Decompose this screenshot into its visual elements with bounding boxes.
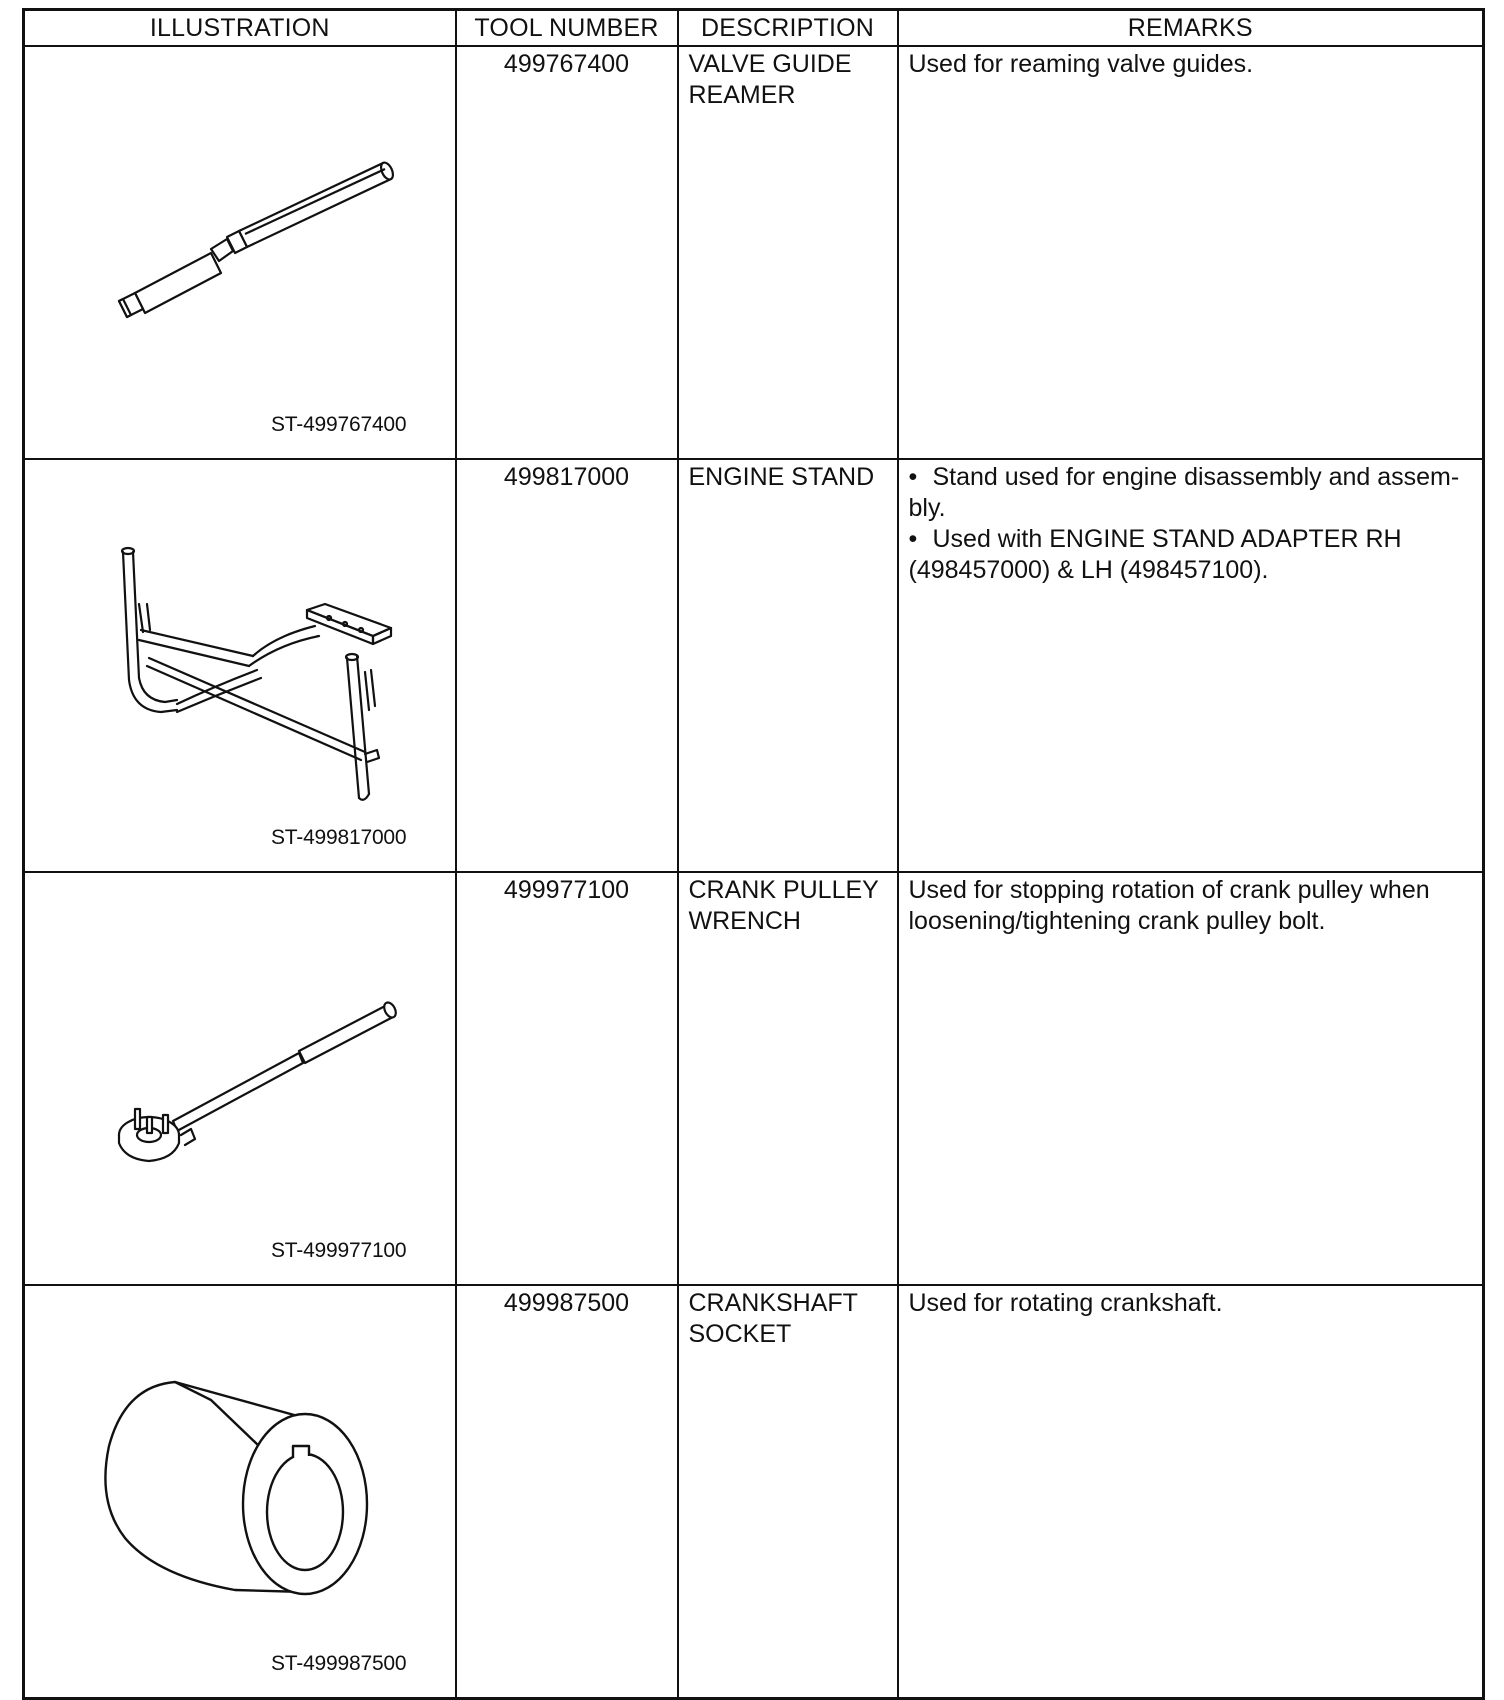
illustration-cell: [24, 459, 456, 872]
tool-remarks: [898, 459, 1484, 872]
tool-number: 499817000: [456, 459, 678, 872]
table-row: [24, 872, 1484, 1285]
illustration-caption: ST-499817000: [271, 826, 407, 849]
engine-stand-icon: [25, 460, 455, 869]
tool-remarks: Used for stopping rotation of crank pulley when loosening/tightening crank pulley bolt.: [898, 872, 1484, 1285]
tool-number: 499767400: [456, 46, 678, 459]
special-tools-table: [22, 8, 1485, 1700]
tool-number: 499987500: [456, 1285, 678, 1699]
crank-pulley-wrench-icon: [25, 873, 455, 1282]
table-row: [24, 1285, 1484, 1699]
valve-guide-reamer-icon: [25, 47, 455, 456]
illustration-caption: ST-499987500: [271, 1652, 407, 1675]
tool-remarks: Used for reaming valve guides.: [898, 46, 1484, 459]
header-tool-number: TOOL NUMBER: [456, 10, 678, 47]
header-description: DESCRIPTION: [678, 10, 898, 47]
tool-description: ENGINE STAND: [678, 459, 898, 872]
tool-remarks: Used for rotating crankshaft.: [898, 1285, 1484, 1699]
illustration-cell: [24, 1285, 456, 1699]
tool-description: CRANKSHAFT SOCKET: [678, 1285, 898, 1699]
illustration-caption: ST-499767400: [271, 413, 407, 436]
header-remarks: REMARKS: [898, 10, 1484, 47]
illustration-cell: [24, 46, 456, 459]
table-header-row: [24, 10, 1484, 47]
tool-description: CRANK PULLEY WRENCH: [678, 872, 898, 1285]
illustration-cell: [24, 872, 456, 1285]
header-illustration: ILLUSTRATION: [24, 10, 456, 47]
illustration-caption: ST-499977100: [271, 1239, 407, 1262]
remark-bullet: • Used with ENGINE STAND ADAPTER RH (498457000) & LH (498457100).: [908, 525, 1402, 584]
tool-number: 499977100: [456, 872, 678, 1285]
table-row: [24, 459, 1484, 872]
table-row: [24, 46, 1484, 459]
remark-bullet: • Stand used for engine disassembly and assem-bly.: [908, 463, 1460, 522]
crankshaft-socket-icon: [25, 1286, 455, 1695]
tool-description: VALVE GUIDE REAMER: [678, 46, 898, 459]
